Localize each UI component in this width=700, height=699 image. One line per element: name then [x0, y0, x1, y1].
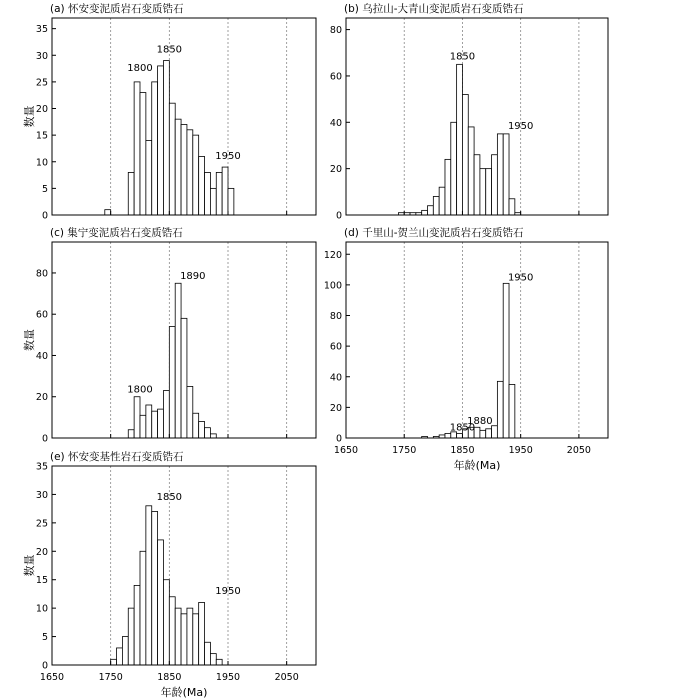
histogram-bar	[199, 156, 205, 215]
histogram-bar	[492, 155, 498, 215]
histogram-bar	[122, 637, 128, 665]
y-tick-label: 80	[329, 311, 342, 322]
histogram-bar	[445, 159, 451, 215]
histogram-bar	[175, 119, 181, 215]
y-tick-label: 20	[329, 402, 342, 414]
panel-c	[22, 226, 316, 445]
histogram-bar	[181, 318, 187, 438]
panel-title: (c) 集宁变泥质岩石变质锆石	[50, 227, 183, 239]
histogram-bar	[187, 608, 193, 665]
histogram-bar	[146, 506, 152, 665]
histogram-bar	[134, 585, 140, 665]
histogram-bar	[205, 172, 211, 215]
y-tick-label: 120	[323, 249, 342, 261]
y-tick-label: 30	[35, 489, 48, 501]
histogram-bar	[163, 61, 169, 215]
x-tick-label: 1850	[450, 445, 475, 456]
histogram-bar	[181, 124, 187, 215]
y-tick-label: 10	[35, 157, 48, 169]
peak-annotation: 1850	[449, 422, 476, 434]
histogram-bar	[181, 614, 187, 665]
histogram-bar	[199, 602, 205, 665]
histogram-bar	[163, 391, 169, 438]
y-tick-label: 30	[35, 50, 48, 62]
histogram-bar	[422, 210, 428, 215]
panel-title: (b) 乌拉山-大青山变泥质岩石变质锆石	[344, 3, 524, 15]
y-tick-label: 25	[35, 77, 48, 89]
histogram-bar	[140, 415, 146, 438]
histogram-bar	[205, 642, 211, 665]
peak-annotation: 1890	[180, 271, 206, 283]
y-tick-label: 25	[35, 518, 48, 530]
histogram-bar	[128, 608, 134, 665]
y-tick-label: 60	[329, 341, 342, 353]
histogram-bar	[187, 386, 193, 438]
histogram-bar	[457, 433, 463, 438]
x-tick-label: 2050	[274, 672, 299, 683]
y-tick-label: 0	[335, 210, 342, 222]
histogram-bar	[169, 327, 175, 438]
histogram-bar	[169, 103, 175, 215]
x-tick-label: 1650	[333, 445, 359, 456]
y-tick-label: 20	[35, 546, 48, 558]
y-tick-label: 5	[41, 632, 48, 644]
x-tick-label: 1850	[157, 672, 182, 683]
histogram-bar	[210, 188, 216, 215]
panel-a	[22, 2, 316, 222]
histogram-bar	[199, 421, 205, 438]
histogram-bar	[140, 551, 146, 665]
histogram-bar	[163, 580, 169, 665]
histogram-bar	[134, 82, 140, 215]
histogram-bar	[175, 608, 181, 665]
y-tick-label: 40	[329, 372, 342, 384]
panel-title: (a) 怀安变泥质岩石变质锆石	[50, 3, 184, 15]
histogram-bar	[503, 283, 509, 438]
peak-annotation: 1950	[507, 121, 534, 133]
y-tick-label: 15	[35, 575, 48, 587]
peak-annotation: 1850	[156, 492, 183, 504]
y-tick-label: 10	[35, 603, 48, 615]
histogram-bar	[111, 659, 117, 665]
histogram-bar	[205, 428, 211, 438]
histogram-bar	[486, 169, 492, 215]
histogram-bar	[193, 614, 199, 665]
y-tick-label: 0	[41, 210, 48, 222]
histogram-bar	[146, 405, 152, 438]
histogram-bar	[128, 172, 134, 215]
y-tick-label: 80	[35, 268, 48, 280]
y-tick-label: 35	[35, 461, 48, 473]
histogram-bar	[158, 540, 164, 665]
histogram-bar	[433, 196, 439, 215]
peak-annotation: 1880	[467, 416, 493, 428]
histogram-bar	[105, 210, 111, 215]
histogram-bar	[158, 409, 164, 438]
histogram-bar	[128, 430, 134, 438]
histogram-bar	[503, 134, 509, 215]
panel-b	[330, 2, 608, 222]
histogram-bar	[228, 188, 234, 215]
histogram-bar	[146, 140, 152, 215]
histogram-bar	[169, 597, 175, 665]
y-tick-label: 60	[329, 71, 342, 83]
panel-title: (e) 怀安变基性岩石变质锆石	[50, 451, 184, 463]
x-axis-label: 年龄(Ma)	[453, 459, 501, 472]
histogram-bar	[134, 397, 140, 438]
y-tick-label: 40	[329, 117, 342, 129]
y-tick-label: 0	[335, 433, 342, 445]
panel-d	[324, 226, 608, 472]
peak-annotation: 1800	[127, 384, 153, 396]
histogram-bar	[210, 654, 216, 665]
y-tick-label: 0	[41, 660, 48, 672]
histogram-bar	[222, 167, 228, 215]
y-tick-label: 15	[35, 130, 48, 142]
y-tick-label: 20	[35, 104, 48, 116]
histogram-bar	[193, 135, 199, 215]
x-tick-label: 1650	[39, 672, 65, 683]
histogram-bar	[509, 199, 515, 215]
y-tick-label: 60	[35, 309, 48, 321]
histogram-bar	[152, 82, 158, 215]
histogram-bar	[140, 93, 146, 215]
histogram-bar	[509, 384, 515, 438]
histogram-bar	[451, 122, 457, 215]
histogram-bar	[445, 433, 451, 438]
peak-annotation: 1950	[507, 272, 534, 284]
peak-annotation: 1850	[156, 44, 183, 56]
peak-annotation: 1850	[449, 51, 476, 63]
histogram-bar	[216, 659, 222, 665]
y-tick-label: 20	[35, 392, 48, 404]
x-tick-label: 1750	[392, 445, 417, 456]
histogram-bar	[216, 172, 222, 215]
plot-frame	[346, 242, 608, 438]
y-axis-label: 数量	[23, 554, 36, 577]
y-tick-label: 20	[329, 164, 342, 176]
histogram-bar	[439, 187, 445, 215]
y-tick-label: 35	[35, 24, 48, 36]
x-tick-label: 1750	[98, 672, 123, 683]
y-tick-label: 100	[323, 280, 342, 292]
y-axis-label: 数量	[23, 105, 36, 128]
histogram-bar	[152, 411, 158, 438]
histogram-bar	[474, 155, 480, 215]
histogram-bar	[497, 134, 503, 215]
peak-annotation: 1950	[215, 585, 241, 597]
histogram-bar	[462, 94, 468, 215]
x-tick-label: 2050	[566, 445, 591, 456]
histogram-bar	[468, 127, 474, 215]
y-tick-label: 80	[329, 25, 342, 37]
histogram-bar	[175, 283, 181, 438]
histogram-bar	[117, 648, 123, 665]
peak-annotation: 1800	[127, 63, 153, 75]
panel-e	[22, 450, 316, 699]
histogram-bar	[486, 429, 492, 438]
histogram-bar	[428, 206, 434, 215]
y-axis-label: 数量	[23, 329, 36, 351]
y-tick-label: 40	[35, 350, 48, 362]
histogram-bar	[457, 64, 463, 215]
histogram-bar	[480, 430, 486, 438]
histogram-bar	[152, 511, 158, 665]
histogram-bar	[210, 434, 216, 438]
peak-annotation: 1950	[215, 151, 241, 163]
panel-title: (d) 千里山-贺兰山变泥质岩石变质锆石	[344, 227, 524, 239]
x-tick-label: 1950	[215, 672, 241, 683]
x-axis-label: 年龄(Ma)	[160, 686, 208, 699]
histogram-bar	[193, 413, 199, 438]
histogram-bar	[158, 66, 164, 215]
y-tick-label: 0	[41, 433, 48, 445]
histogram-bar	[480, 169, 486, 215]
y-tick-label: 5	[41, 183, 48, 195]
histogram-bar	[187, 130, 193, 215]
histogram-bar	[497, 381, 503, 438]
histogram-bar	[492, 426, 498, 438]
x-tick-label: 1950	[508, 445, 533, 456]
